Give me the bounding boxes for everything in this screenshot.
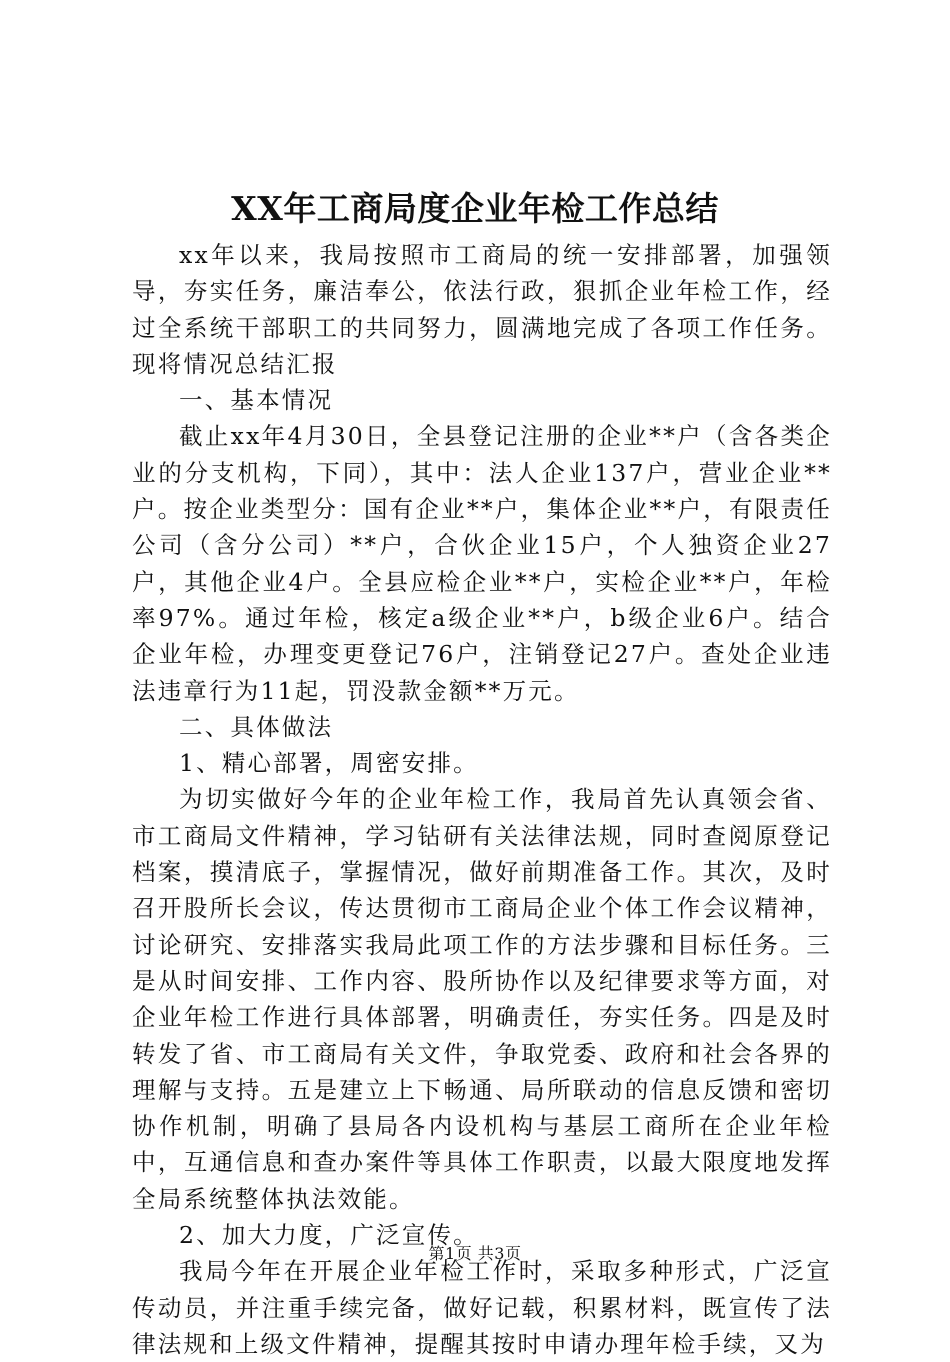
document-body: [132, 237, 832, 1362]
deployment-paragraph: 为切实做好今年的企业年检工作，我局首先认真领会省、市工商局文件精神，学习钻研有关法律法规，同时查阅原登记档案，摸清底子，掌握情况，做好前期准备工作。其次，及时召开股所长会议，传达贯彻市工商局企业个体工作会议精神，讨论研究、安排落实我局此项工作的方法步骤和目标任务。三是从时间安排、工作内容、股所协作以及纪律要求等方面，对企业年检工作进行具体部署，明确责任，夯实任务。四是及时转发了省、市工商局有关文件，争取党委、政府和社会各界的理解与支持。五是建立上下畅通、局所联动的信息反馈和密切协作机制，明确了县局各内设机构与基层工商所在企业年检中，互通信息和查办案件等具体工作职责，以最大限度地发挥全局系统整体执法效能。: [132, 785, 832, 1213]
intro-paragraph: xx年以来，我局按照市工商局的统一安排部署，加强领导，夯实任务，廉洁奉公，依法行政，狠抓企业年检工作，经过全系统干部职工的共同努力，圆满地完成了各项工作任务。现将情况总结汇报: [132, 241, 832, 378]
subheading-deployment: 1、精心部署，周密安排。: [179, 749, 479, 778]
publicity-paragraph: 我局今年在开展企业年检工作时，采取多种形式，广泛宣传动员，并注重手续完备，做好记载，积累材料，既宣传了法律法规和上级文件精神，提醒其按时申请办理年检手续，又为: [132, 1257, 832, 1358]
basic-situation-paragraph: 截止xx年4月30日，全县登记注册的企业**户（含各类企业的分支机构，下同），其中：法人企业137户，营业企业**户。按企业类型分：国有企业**户，集体企业**户，有限责任公司（含分公司）**户，合伙企业15户，个人独资企业27户，其他企业4户。全县应检企业**户，实检企业**户，年检率97%。通过年检，核定a级企业**户，b级企业6户。结合企业年检，办理变更登记76户，注销登记27户。查处企业违法违章行为11起，罚没款金额**万元。: [132, 422, 832, 705]
page-number: 第1页 共3页: [428, 1244, 522, 1263]
section-heading-basic: 一、基本情况: [179, 386, 334, 415]
section-heading-methods: 二、具体做法: [179, 712, 334, 741]
document-title: XX年工商局度企业年检工作总结: [231, 189, 719, 228]
subheading-publicity: 2、加大力度，广泛宣传。: [179, 1221, 479, 1250]
